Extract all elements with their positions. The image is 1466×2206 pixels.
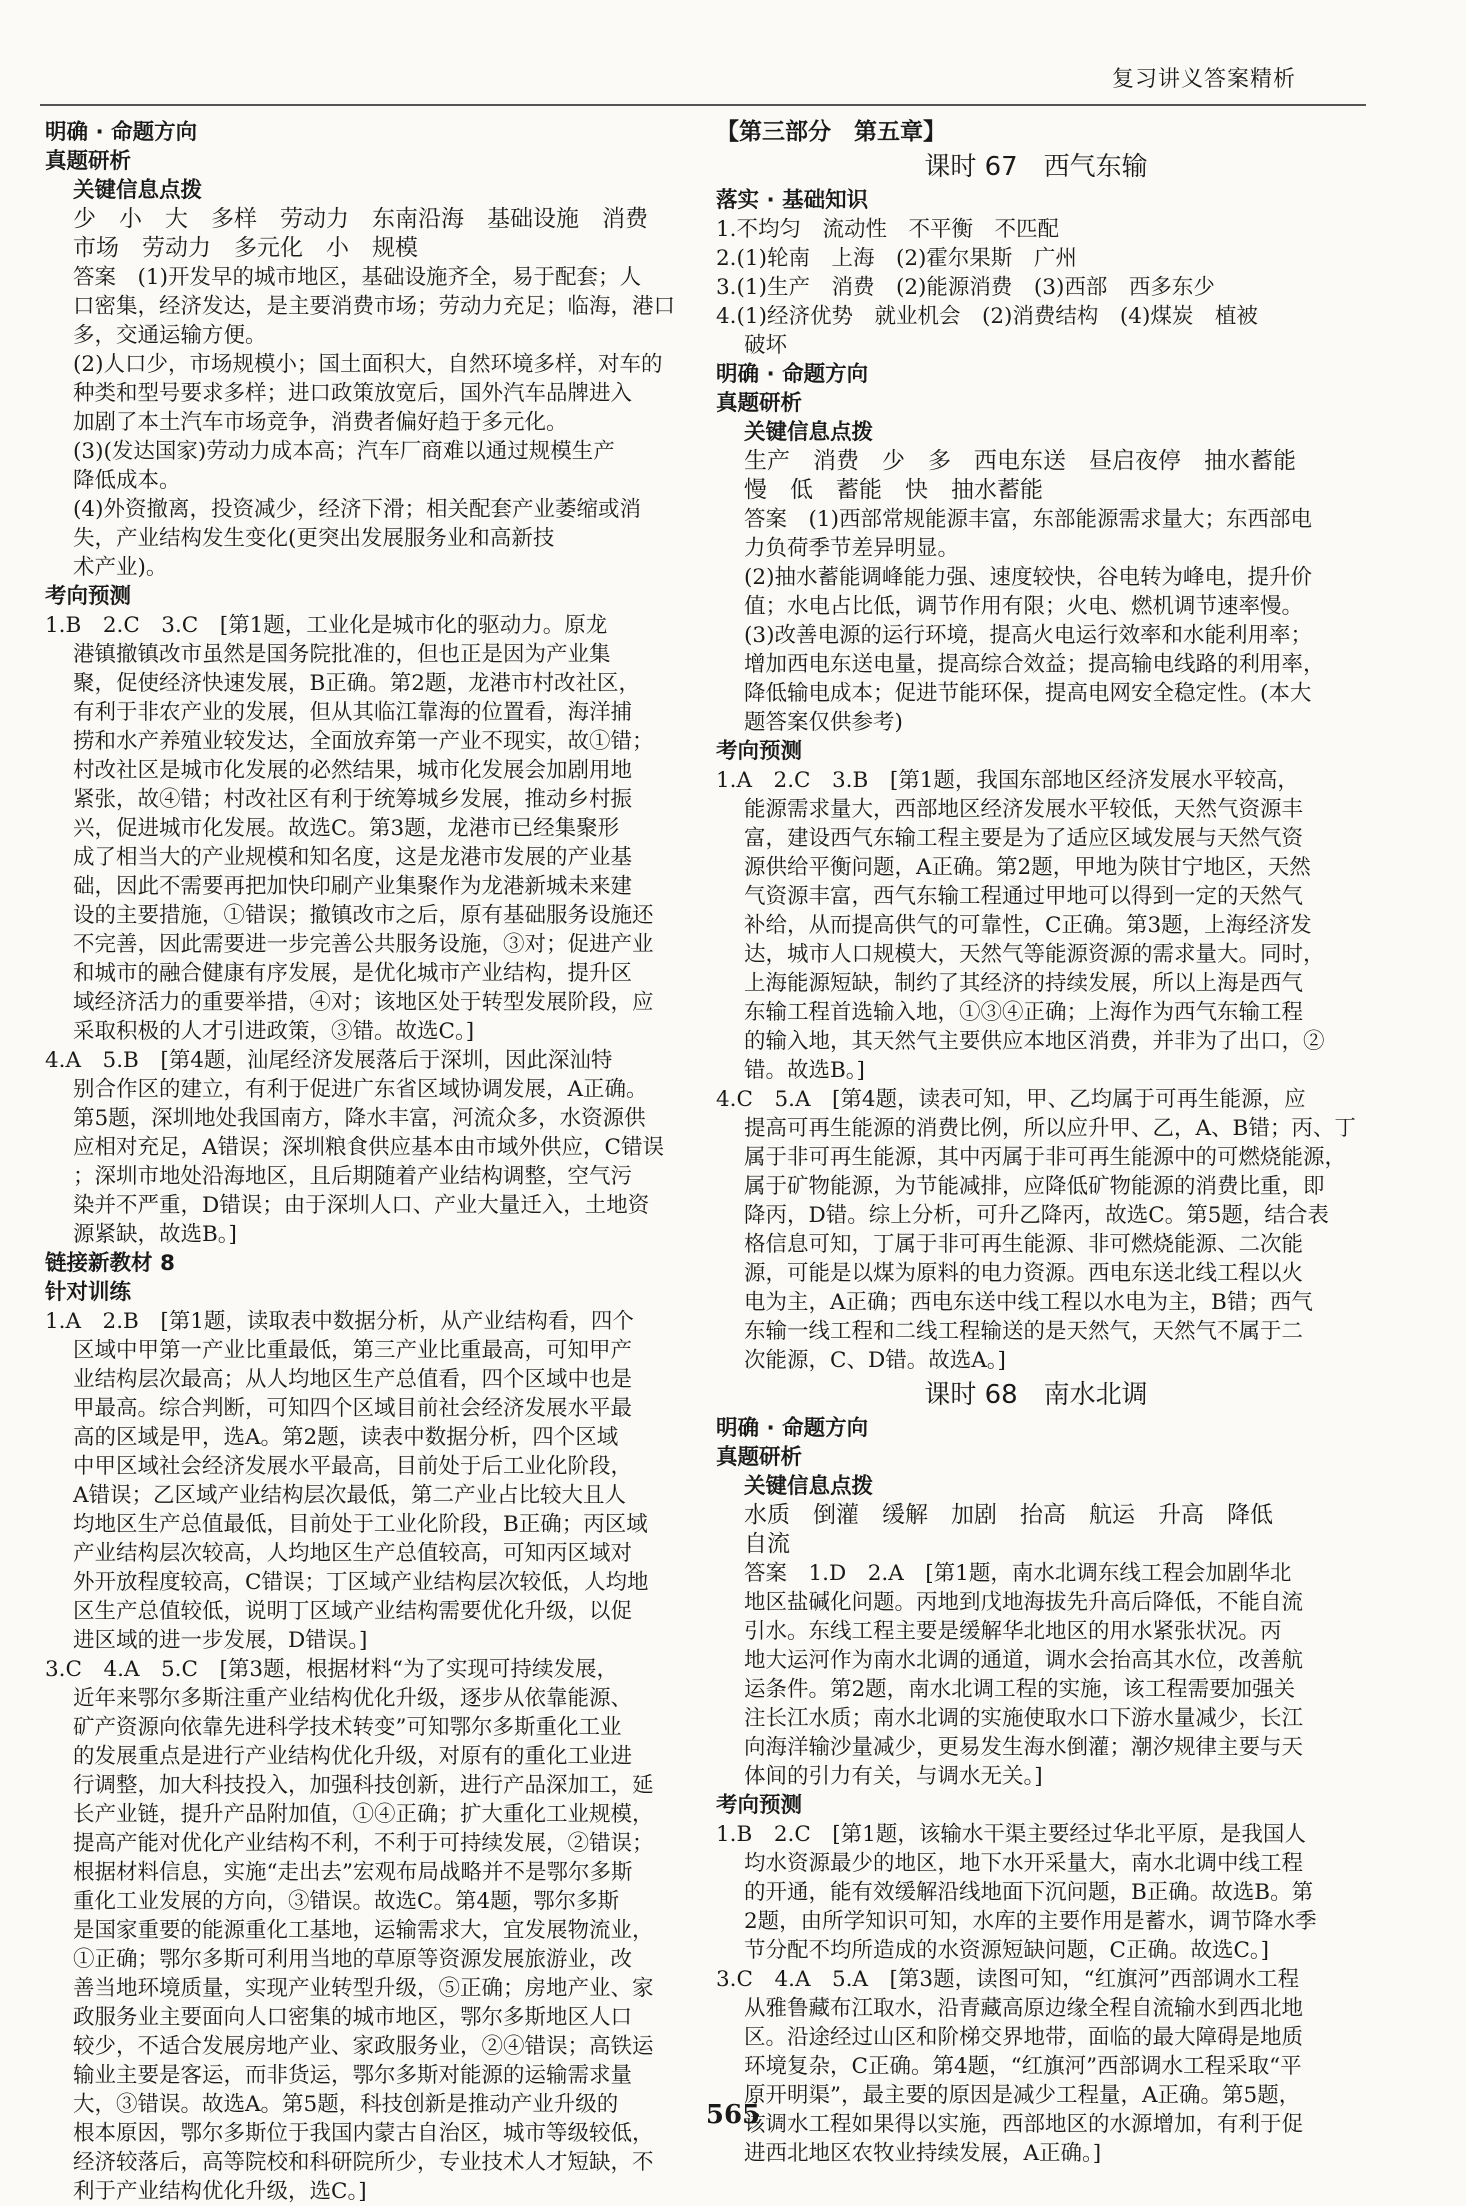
text-line: 1.B 2.C 3.C [第1题，工业化是城市化的驱动力。原龙 [45, 613, 608, 638]
text-line: 少 小 大 多样 劳动力 东南沿海 基础设施 消费 [73, 206, 648, 232]
text-line: 兴，促进城市化发展。故选C。第3题，龙港市已经集聚形 [73, 816, 620, 841]
text-line: 富，建设西气东输工程主要是为了适应区域发展与天然气资 [744, 826, 1304, 851]
text-line: 环境复杂，C正确。第4题，“红旗河”西部调水工程采取“平 [744, 2054, 1302, 2079]
text-line: 明确 · 命题方向 [716, 362, 869, 387]
text-line: 1.B 2.C [第1题，该输水干渠主要经过华北平原，是我国人 [716, 1822, 1306, 1847]
text-line: 市场 劳动力 多元化 小 规模 [73, 235, 418, 261]
text-line: 术产业)。 [73, 555, 168, 580]
text-line: 口密集，经济发达，是主要消费市场；劳动力充足；临海，港口 [73, 294, 676, 319]
text-line: 水质 倒灌 缓解 加剧 抬高 航运 升高 降低 [744, 1502, 1273, 1528]
text-line: 的开通，能有效缓解沿线地面下沉问题，B正确。故选B。第 [744, 1880, 1314, 1905]
text-line: 3.(1)生产 消费 (2)能源消费 (3)西部 西多东少 [716, 275, 1215, 300]
text-line: 考向预测 [716, 739, 803, 764]
text-line: 捞和水产养殖业较发达，全面放弃第一产业不现实，故①错； [73, 729, 654, 754]
text-line: 考向预测 [716, 1793, 803, 1818]
text-line: 真题研析 [716, 1445, 803, 1470]
text-line: 关键信息点拨 [744, 420, 874, 445]
text-line: 格信息可知，丁属于非可再生能源、非可燃烧能源、二次能 [744, 1232, 1304, 1257]
text-line: 村改社区是城市化发展的必然结果，城市化发展会加剧用地 [73, 758, 633, 783]
text-line: 该调水工程如果得以实施，西部地区的水源增加，有利于促 [744, 2112, 1304, 2137]
text-line: 源，可能是以煤为原料的电力资源。西电东送北线工程以火 [744, 1261, 1304, 1286]
text-line: 慢 低 蓄能 快 抽水蓄能 [744, 477, 1043, 503]
text-line: 注长江水质；南水北调的实施使取水口下游水量减少，长江 [744, 1706, 1304, 1731]
text-line: 域经济活力的重要举措，④对；该地区处于转型发展阶段，应 [73, 990, 654, 1015]
text-line: 根本原因，鄂尔多斯位于我国内蒙古自治区，城市等级较低， [73, 2121, 654, 2146]
text-line: 提高可再生能源的消费比例，所以应升甲、乙，A、B错；丙、丁 [744, 1116, 1356, 1141]
page-number: 565 [705, 2100, 761, 2130]
text-line: 答案 1.D 2.A [第1题，南水北调东线工程会加剧华北 [744, 1561, 1292, 1586]
text-line: 答案 (1)西部常规能源丰富，东部能源需求量大；东西部电 [744, 507, 1312, 532]
text-line: 成了相当大的产业规模和知名度，这是龙港市发展的产业基 [73, 845, 633, 870]
running-header: 复习讲义答案精析 [1111, 67, 1296, 92]
text-line: 破坏 [744, 333, 788, 358]
text-line: 地大运河作为南水北调的通道，调水会抬高其水位，改善航 [744, 1648, 1304, 1673]
text-line: 外开放程度较高，C错误；丁区域产业结构层次较低，人均地 [73, 1570, 649, 1595]
lesson-67-title: 课时 67 西气东输 [924, 152, 1148, 182]
text-line: 力负荷季节差异明显。 [744, 536, 960, 561]
text-line: 别合作区的建立，有利于促进广东省区域协调发展，A正确。 [73, 1077, 648, 1102]
text-line: 关键信息点拨 [73, 178, 203, 203]
text-line: 东输工程首选输入地，①③④正确；上海作为西气东输工程 [744, 1000, 1304, 1025]
text-line: 染并不严重，D错误；由于深圳人口、产业大量迁入，土地资 [73, 1193, 650, 1218]
text-line: 第5题，深圳地处我国南方，降水丰富，河流众多，水资源供 [73, 1106, 646, 1131]
text-line: 落实 · 基础知识 [716, 188, 869, 213]
text-line: 近年来鄂尔多斯注重产业结构优化升级，逐步从依靠能源、 [73, 1686, 633, 1711]
text-line: 考向预测 [45, 584, 132, 609]
text-line: 生产 消费 少 多 西电东送 昼启夜停 抽水蓄能 [744, 448, 1296, 474]
text-line: 利于产业结构优化升级，选C。] [73, 2179, 367, 2204]
text-line: 大，③错误。故选A。第5题，科技创新是推动产业升级的 [73, 2092, 619, 2117]
text-line: 均水资源最少的地区，地下水开采量大，南水北调中线工程 [744, 1851, 1304, 1876]
lesson-68-title: 课时 68 南水北调 [924, 1380, 1148, 1410]
text-line: 地区盐碱化问题。丙地到戊地海拔先升高后降低，不能自流 [744, 1590, 1304, 1615]
text-line: 东输一线工程和二线工程输送的是天然气，天然气不属于二 [744, 1319, 1304, 1344]
text-line: 根据材料信息，实施“走出去”宏观布局战略并不是鄂尔多斯 [73, 1860, 633, 1885]
text-line: 降低成本。 [73, 468, 181, 493]
text-line: 多，交通运输方便。 [73, 323, 267, 348]
text-line: 从雅鲁藏布江取水，沿青藏高原边缘全程自流输水到西北地 [744, 1996, 1304, 2021]
text-line: 节分配不均所造成的水资源短缺问题，C正确。故选C。] [744, 1938, 1270, 1963]
text-line: 业结构层次最高；从人均地区生产总值看，四个区域中也是 [73, 1367, 633, 1392]
text-line: 运条件。第2题，南水北调工程的实施，该工程需要加强关 [744, 1677, 1296, 1702]
text-line: 4.(1)经济优势 就业机会 (2)消费结构 (4)煤炭 植被 [716, 304, 1258, 329]
text-line: 区。沿途经过山区和阶梯交界地带，面临的最大障碍是地质 [744, 2025, 1304, 2050]
text-line: 设的主要措施，①错误；撤镇改市之后，原有基础服务设施还 [73, 903, 654, 928]
left-column [45, 118, 685, 2206]
text-line: 长产业链，提升产品附加值，①④正确；扩大重化工业规模， [73, 1802, 654, 1827]
text-line: 源紧缺，故选B。] [73, 1222, 237, 1247]
text-line: 础，因此不需要再把加快印刷产业集聚作为龙港新城未来建 [73, 874, 633, 899]
text-line: ；深圳市地处沿海地区，且后期随着产业结构调整，空气污 [73, 1164, 633, 1189]
text-line: 善当地环境质量，实现产业转型升级，⑤正确；房地产业、家 [73, 1976, 654, 2001]
text-line: 产业结构层次较高，人均地区生产总值较高，可知丙区域对 [73, 1541, 633, 1566]
text-line: 达，城市人口规模大，天然气等能源资源的需求量大。同时， [744, 942, 1325, 967]
lesson-68-body [716, 1414, 1356, 2168]
text-line: 针对训练 [45, 1280, 132, 1305]
text-line: 1.A 2.C 3.B [第1题，我国东部地区经济发展水平较高， [716, 768, 1299, 793]
text-line: (3)(发达国家)劳动力成本高；汽车厂商难以通过规模生产 [73, 439, 615, 464]
text-line: 2题，由所学知识可知，水库的主要作用是蓄水，调节降水季 [744, 1909, 1317, 1934]
text-line: 均地区生产总值最低，目前处于工业化阶段，B正确；丙区域 [73, 1512, 648, 1537]
text-line: 源供给平衡问题，A正确。第2题，甲地为陕甘宁地区，天然 [744, 855, 1311, 880]
text-line: 1.不均匀 流动性 不平衡 不匹配 [716, 217, 1060, 242]
text-line: 原开明渠”，最主要的原因是减少工程量，A正确。第5题， [744, 2083, 1301, 2108]
text-line: 采取积极的人才引进政策，③错。故选C。] [73, 1019, 475, 1044]
text-line: 高的区域是甲，选A。第2题，读表中数据分析，四个区域 [73, 1425, 619, 1450]
text-line: 次能源，C、D错。故选A。] [744, 1348, 1006, 1373]
text-line: 题答案仅供参考) [744, 710, 903, 735]
text-line: 应相对充足，A错误；深圳粮食供应基本由市域外供应，C错误 [73, 1135, 664, 1160]
text-line: 的输入地，其天然气主要供应本地区消费，并非为了出口，② [744, 1029, 1325, 1054]
text-line: 降丙，D错。综上分析，可升乙降丙，故选C。第5题，结合表 [744, 1203, 1329, 1228]
text-line: 行调整，加大科技投入，加强科技创新，进行产品深加工，延 [73, 1773, 654, 1798]
text-line: 4.A 5.B [第4题，汕尾经济发展落后于深圳，因此深汕特 [45, 1048, 613, 1073]
text-line: 气资源丰富，西气东输工程通过甲地可以得到一定的天然气 [744, 884, 1304, 909]
text-line: 港镇撤镇改市虽然是国务院批准的，但也正是因为产业集 [73, 642, 611, 667]
text-line: 错。故选B。] [744, 1058, 865, 1083]
text-line: 增加西电东送电量，提高综合效益；提高输电线路的利用率， [744, 652, 1325, 677]
part-chapter-label: 【第三部分 第五章】 [716, 119, 946, 145]
text-line: 自流 [744, 1531, 790, 1557]
text-line: 1.A 2.B [第1题，读取表中数据分析，从产业结构看，四个 [45, 1309, 634, 1334]
text-line: 关键信息点拨 [744, 1474, 874, 1499]
text-line: 不完善，因此需要进一步完善公共服务设施，③对；促进产业 [73, 932, 654, 957]
text-line: 补给，从而提高供气的可靠性，C正确。第3题，上海经济发 [744, 913, 1312, 938]
text-line: 2.(1)轮南 上海 (2)霍尔果斯 广州 [716, 246, 1077, 271]
text-line: 上海能源短缺，制约了其经济的持续发展，所以上海是西气 [744, 971, 1304, 996]
text-line: 加剧了本土汽车市场竞争，消费者偏好趋于多元化。 [73, 410, 568, 435]
text-line: 引水。东线工程主要是缓解华北地区的用水紧张状况。丙 [744, 1619, 1282, 1644]
text-line: 区生产总值较低，说明丁区域产业结构需要优化升级，以促 [73, 1599, 633, 1624]
text-line: 政服务业主要面向人口密集的城市地区，鄂尔多斯地区人口 [73, 2005, 633, 2030]
text-line: 属于矿物能源，为节能减排，应降低矿物能源的消费比重，即 [744, 1174, 1325, 1199]
text-line: 区域中甲第一产业比重最低，第三产业比重最高，可知甲产 [73, 1338, 633, 1363]
lesson-67-body [716, 186, 1356, 1375]
text-line: 降低输电成本；促进节能环保，提高电网安全稳定性。(本大 [744, 681, 1312, 706]
text-line: 较少，不适合发展房地产业、家政服务业，②④错误；高铁运 [73, 2034, 654, 2059]
text-line: 输业主要是客运，而非货运，鄂尔多斯对能源的运输需求量 [73, 2063, 633, 2088]
text-line: 重化工业发展的方向，③错误。故选C。第4题，鄂尔多斯 [73, 1889, 620, 1914]
text-line: 体间的引力有关，与调水无关。] [744, 1764, 1043, 1789]
text-line: 提高产能对优化产业结构不利，不利于可持续发展，②错误； [73, 1831, 654, 1856]
text-line: (3)改善电源的运行环境，提高火电运行效率和水能利用率； [744, 623, 1312, 648]
text-line: 和城市的融合健康有序发展，是优化城市产业结构，提升区 [73, 961, 633, 986]
text-line: (4)外资撤离，投资减少，经济下滑；相关配套产业萎缩或消 [73, 497, 641, 522]
text-line: 失，产业结构发生变化(更突出发展服务业和高新技 [73, 526, 555, 551]
text-line: 3.C 4.A 5.A [第3题，读图可知，“红旗河”西部调水工程 [716, 1967, 1300, 1992]
text-line: 向海洋输沙量减少，更易发生海水倒灌；潮汐规律主要与天 [744, 1735, 1304, 1760]
text-line: 进区域的进一步发展，D错误。] [73, 1628, 368, 1653]
text-line: 属于非可再生能源，其中丙属于非可再生能源中的可燃烧能源， [744, 1145, 1347, 1170]
text-line: 值；水电占比低，调节作用有限；火电、燃机调节速率慢。 [744, 594, 1304, 619]
text-line: 种类和型号要求多样；进口政策放宽后，国外汽车品牌进入 [73, 381, 633, 406]
right-column [716, 118, 1356, 2168]
text-line: 的发展重点是进行产业结构优化升级，对原有的重化工业进 [73, 1744, 633, 1769]
text-line: 链接新教材 8 [45, 1251, 175, 1276]
text-line: (2)人口少，市场规模小；国土面积大，自然环境多样，对车的 [73, 352, 663, 377]
text-line: 聚，促使经济快速发展，B正确。第2题，龙港市村改社区， [73, 671, 640, 696]
text-line: 进西北地区农牧业持续发展，A正确。] [744, 2141, 1102, 2166]
text-line: 3.C 4.A 5.C [第3题，根据材料“为了实现可持续发展， [45, 1657, 619, 1682]
text-line: 4.C 5.A [第4题，读表可知，甲、乙均属于可再生能源，应 [716, 1087, 1306, 1112]
text-line: 矿产资源向依靠先进科学技术转变”可知鄂尔多斯重化工业 [73, 1715, 622, 1740]
text-line: 能源需求量大，西部地区经济发展水平较低，天然气资源丰 [744, 797, 1304, 822]
text-line: 经济较落后，高等院校和科研院所少，专业技术人才短缺，不 [73, 2150, 654, 2175]
header-rule [40, 104, 1366, 106]
text-line: 真题研析 [716, 391, 803, 416]
text-line: 明确 · 命题方向 [716, 1416, 869, 1441]
text-line: A错误；乙区域产业结构层次最低，第二产业占比较大且人 [73, 1483, 627, 1508]
text-line: 电为主，A正确；西电东送中线工程以水电为主，B错；西气 [744, 1290, 1313, 1315]
text-line: ①正确；鄂尔多斯可利用当地的草原等资源发展旅游业，改 [73, 1947, 633, 1972]
text-line: 甲最高。综合判断，可知四个区域目前社会经济发展水平最 [73, 1396, 633, 1421]
text-line: (2)抽水蓄能调峰能力强、速度较快，谷电转为峰电，提升价 [744, 565, 1312, 590]
text-line: 是国家重要的能源重化工基地，运输需求大，宜发展物流业， [73, 1918, 654, 1943]
text-line: 中甲区域社会经济发展水平最高，目前处于后工业化阶段， [73, 1454, 633, 1479]
text-line: 有利于非农产业的发展，但从其临江靠海的位置看，海洋捕 [73, 700, 633, 725]
text-line: 答案 (1)开发早的城市地区，基础设施齐全，易于配套；人 [73, 265, 641, 290]
text-line: 紧张，故④错；村改社区有利于统筹城乡发展，推动乡村振 [73, 787, 633, 812]
text-line: 明确 · 命题方向 [45, 120, 198, 145]
text-line: 真题研析 [45, 149, 132, 174]
